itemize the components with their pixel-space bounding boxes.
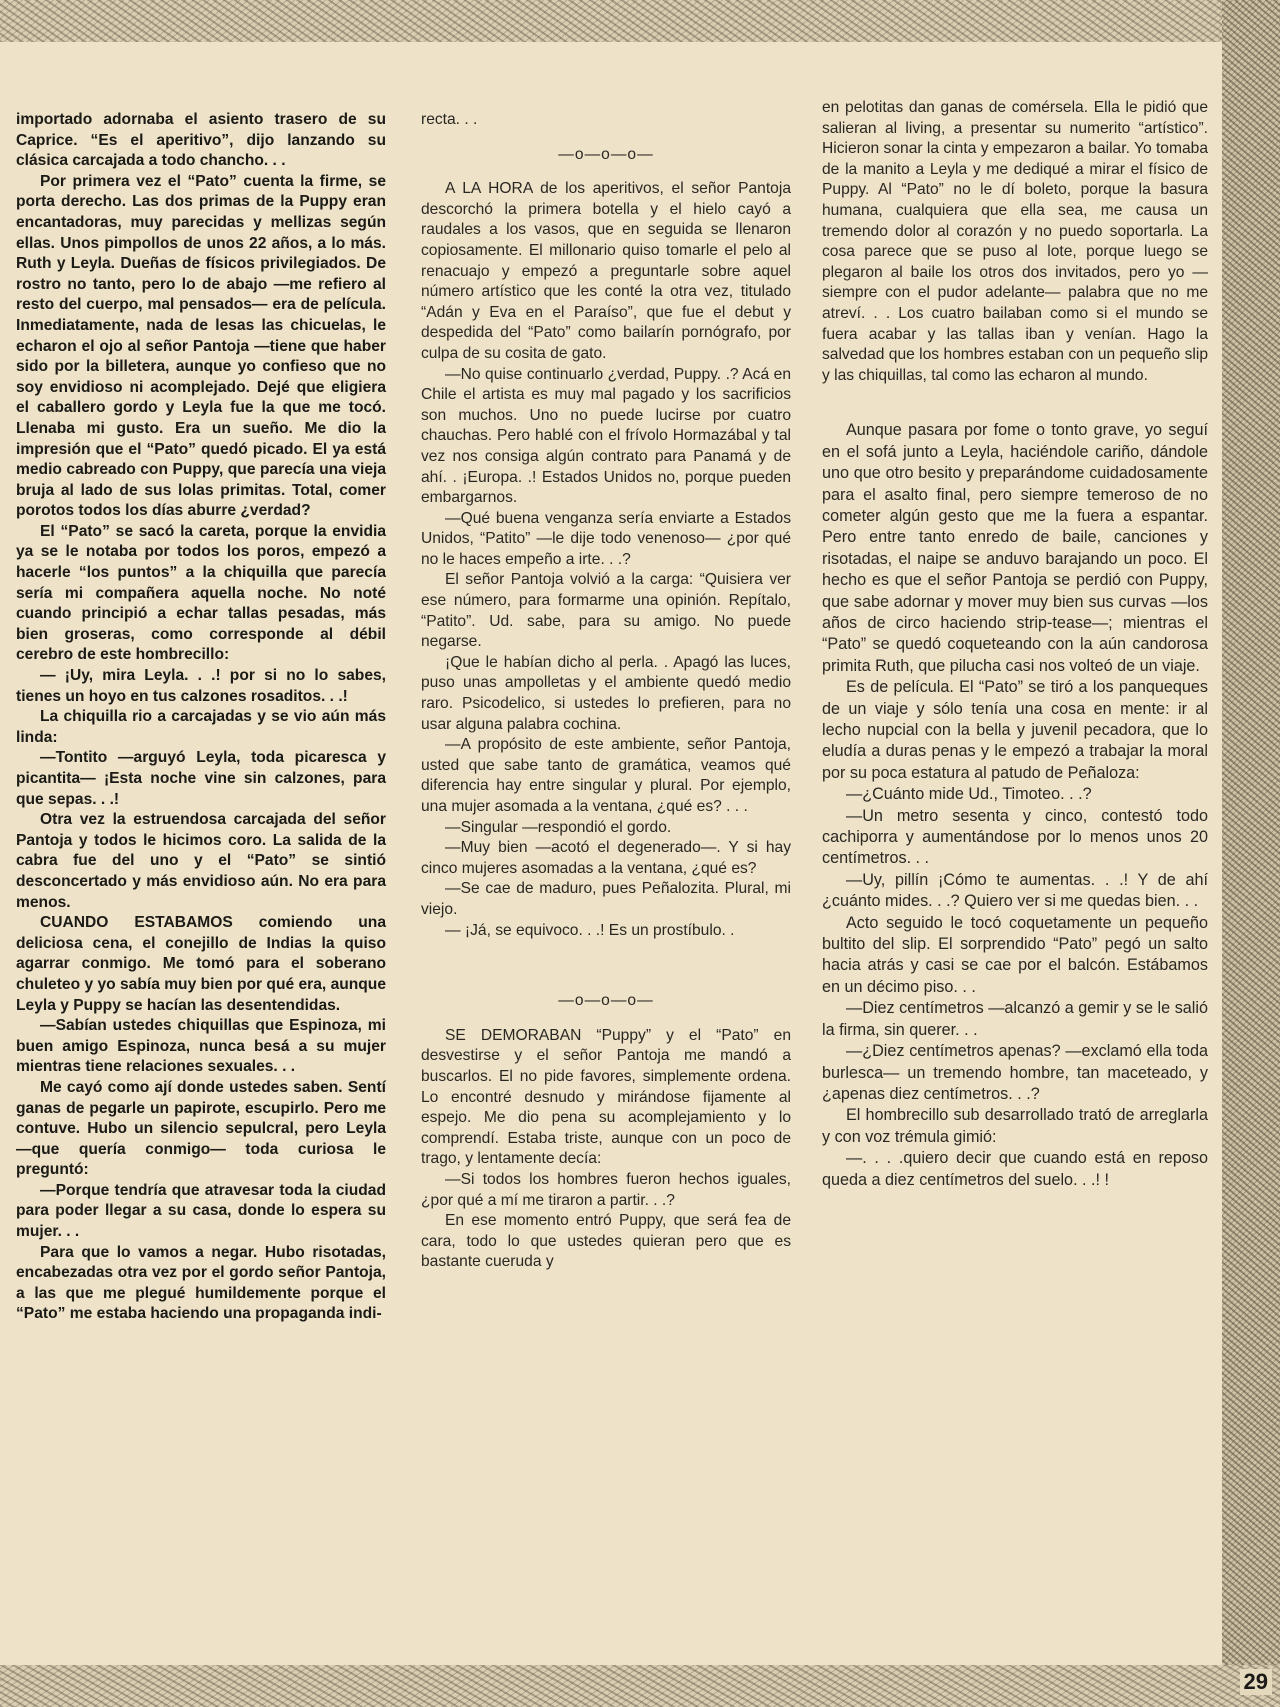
paragraph: —Un metro sesenta y cinco, contestó todo cachiporra y aumentándose por lo menos unos 20 centímetros. . .	[822, 806, 1208, 868]
page-number: 29	[1240, 1669, 1272, 1695]
paragraph: SE DEMORABAN “Puppy” y el “Pato” en desvestirse y el señor Pantoja me mandó a buscarlos. El no pide favores, simplemente ordena. Lo encontré desnudo y mirándose fijamente al espejo. Me dio pena su acomplejamiento y lo comprendí. Estaba triste, aunque con un poco de trago, y lentamente decía:	[421, 1026, 791, 1168]
article-columns	[16, 99, 1208, 1650]
paragraph: —Tontito —arguyó Leyla, toda picaresca y picantita— ¡Esta noche vine sin calzones, para que sepas. . .!	[16, 749, 386, 808]
paragraph: —¿Cuánto mide Ud., Timoteo. . .?	[846, 785, 1092, 804]
spacer	[421, 941, 791, 977]
paragraph: —Singular —respondió el gordo.	[445, 818, 672, 836]
column-1	[16, 110, 386, 1325]
spacer	[822, 398, 1208, 420]
paragraph: importado adornaba el asiento trasero de su Caprice. “Es el aperitivo”, dijo lanzando su clásica carcajada a todo chancho. . .	[16, 111, 386, 170]
paragraph: El señor Pantoja volvió a la carga: “Quisiera ver ese número, para formarme una opinión. Repítalo, “Patito”. Ud. sabe, para su amigo. No puede negarse.	[421, 571, 791, 651]
paragraph: Es de película. El “Pato” se tiró a los panqueques de un viaje y sólo tenía una cosa en mente: ir al lecho nupcial con la bella y juvenil pecadora, que lo eludía a duras penas y le empezó a trabajar la moral por su poca estatura al patudo de Peñaloza:	[822, 678, 1208, 782]
paragraph: Me cayó como ají donde ustedes saben. Sentí ganas de pegarle un papirote, escupirlo. Pero me contuve. Hubo un silencio sepulcral, pero Leyla —que quería conmigo— toda curiosa le preguntó:	[16, 1078, 386, 1179]
paragraph: —Diez centímetros —alcanzó a gemir y se le salió la firma, sin querer. . .	[822, 999, 1208, 1039]
section-separator: —o—o—o—	[558, 992, 654, 1010]
paper-edge-right	[1222, 0, 1280, 1707]
paragraph: El “Pato” se sacó la careta, porque la envidia ya se le notaba por todos los poros, empezó a hacerle “los puntos” a la chiquilla que parecía sería mi compañera aquella noche. No noté cuando principió a echar tallas pesadas, más bien groseras, como corresponde al débil cerebro de este hombrecillo:	[16, 522, 386, 664]
paragraph: —Sabían ustedes chiquillas que Espinoza, mi buen amigo Espinoza, nunca besá a su mujer mientras tiene relaciones sexuales. . .	[16, 1017, 386, 1076]
paragraph: El hombrecillo sub desarrollado trató de arreglarla y con voz trémula gimió:	[822, 1106, 1208, 1146]
paragraph: —Qué buena venganza sería enviarte a Estados Unidos, “Patito” —le dije todo venenoso— ¿por qué no le haces empeño a irte. . .?	[421, 509, 791, 568]
paragraph: —Se cae de maduro, pues Peñalozita. Plural, mi viejo.	[421, 880, 791, 918]
paragraph: —Si todos los hombres fueron hechos iguales, ¿por qué a mí me tiraron a partir. . .?	[421, 1170, 791, 1209]
paper-edge-bottom	[0, 1665, 1280, 1707]
column-2	[421, 110, 791, 1273]
paragraph: en pelotitas dan ganas de comérsela. Ella le pidió que salieran al living, a presentar su numerito “artístico”. Hicieron sonar la cinta y empezaron a bailar. Yo tomaba de la manito a Leyla y me dediqué a mirar el físico de Puppy. Al “Pato” no le dí boleto, porque la basura humana, cualquiera que ella sea, me causa un tremendo dolor al corazón y no puedo soportarla. La cosa parece que se puso al lote, porque luego se plegaron al baile los otros dos invitados, pero yo —siempre con el pudor adelante— palabra que no me atreví. . . Los cuatro bailaban como si el mundo se fuera acabar y las tallas iban y venían. Hago la salvedad que los hombres estaban con un pequeño slip y las chiquillas, tal como las echaron al mundo.	[822, 99, 1208, 384]
paragraph: Otra vez la estruendosa carcajada del señor Pantoja y todos le hicimos coro. La salida de la cabra fue del uno y el “Pato” se sintió desconcertado y más envidioso aún. No era para menos.	[16, 811, 386, 911]
paper-edge-top	[0, 0, 1280, 42]
paragraph: La chiquilla rio a carcajadas y se vio aún más linda:	[16, 708, 386, 746]
paragraph: — ¡Já, se equivoco. . .! Es un prostíbulo. .	[445, 921, 735, 939]
paragraph: En ese momento entró Puppy, que será fea de cara, todo lo que ustedes quieran pero que es bastante cueruda y	[421, 1212, 791, 1271]
paragraph: — ¡Uy, mira Leyla. . .! por si no lo sabes, tienes un hoyo en tus calzones rosaditos. . .!	[16, 667, 386, 705]
paragraph: —Uy, pillín ¡Cómo te aumentas. . .! Y de ahí ¿cuánto mides. . .? Quiero ver si me quedas bien. . .	[822, 870, 1208, 911]
paragraph: —No quise continuarlo ¿verdad, Puppy. .? Acá en Chile el artista es muy mal pagado y los sacrificios son muchos. Uno no puede lucirse por cuatro chauchas. Pero hablé con el frívolo Hormazábal y tal vez nos consiga algún contrato para Panamá y de ahí. . ¡Europa. .! Estados Unidos no, porque pueden embargarnos.	[421, 365, 791, 507]
section-separator: —o—o—o—	[558, 145, 654, 163]
paragraph: A LA HORA de los aperitivos, el señor Pantoja descorchó la primera botella y el hielo cayó a raudales a los vasos, que en seguida se llenaron copiosamente. El millonario quiso tomarle el pelo al renacuajo y empezó a preguntarle sobre aquel número artístico que les conté la otra vez, titulado “Adán y Eva en el Paraíso”, que fue el debut y despedida del “Pato” como bailarín pornógrafo, por culpa de su cosita de gato.	[421, 180, 791, 362]
column-3	[822, 99, 1208, 1191]
paragraph: CUANDO ESTABAMOS comiendo una deliciosa cena, el conejillo de Indias la quiso agarrar conmigo. Me tomó para el soberano chuleteo y yo sabía muy bien por qué era, aunque Leyla y Puppy se hacían las desentendidas.	[16, 914, 387, 1014]
paragraph: —Muy bien —acotó el degenerado—. Y si hay cinco mujeres asomadas a la ventana, ¿qué es?	[421, 839, 791, 877]
paragraph: —¿Diez centímetros apenas? —exclamó ella toda burlesca— un tremendo hombre, tan maceteado, y ¿apenas diez centímetros. . .?	[822, 1042, 1208, 1103]
paragraph: —A propósito de este ambiente, señor Pantoja, usted que sabe tanto de gramática, veamos qué diferencia hay entre singular y plural. Por ejemplo, una mujer asomada a la ventana, ¿qué es? . . .	[421, 736, 791, 815]
paragraph: Aunque pasara por fome o tonto grave, yo seguí en el sofá junto a Leyla, haciéndole cariño, dándole uno que otro besito y preparándome cuidadosamente para el asalto final, pero siempre temeroso de no cometer algún gesto que me la fuera a espantar. Pero entre tanto enredo de baile, canciones y risotadas, el naipe se anduvo barajando un poco. El hecho es que el señor Pantoja se perdió con Puppy, que sabe adornar y mover muy bien sus curvas —los años de circo haciendo strip-tease—; mientras el “Pato” se quedó coqueteando con la aún candorosa primita Ruth, que pilucha casi nos volteó de un viaje.	[822, 421, 1208, 675]
paragraph: Por primera vez el “Pato” cuenta la firme, se porta derecho. Las dos primas de la Puppy eran encantadoras, muy parecidas y mellizas según ellas. Unos pimpollos de unos 22 años, a lo más. Ruth y Leyla. Dueñas de físicos privilegiados. De rostro no tanto, pero lo de abajo —me refiero al resto del cuerpo, mal pensados— era de película. Inmediatamente, nada de lesas las chicuelas, le echaron el ojo al señor Pantoja —tiene que haber sido por la billetera, aunque yo confieso que no soy envidioso ni acomplejado. Dejé que eligiera el caballero gordo y Leyla fue la que me tocó. Llenaba mi gusto. Era un sueño. Me dio la impresión que el “Pato” quedó picado. El ya está medio cabreado con Puppy, que parecía una vieja bruja al lado de sus lolas primitas. Total, comer porotos todos los días aburre ¿verdad?	[16, 172, 386, 520]
paragraph: —. . . .quiero decir que cuando está en reposo queda a diez centímetros del suelo. . .! !	[822, 1149, 1208, 1189]
paragraph: ¡Que le habían dicho al perla. . Apagó las luces, puso unas ampolletas y el ambiente quedó medio raro. Psicodelico, si ustedes lo prefieren, para no usar alguna palabra cochina.	[421, 653, 791, 733]
paragraph: recta. . .	[421, 111, 478, 128]
paragraph: Acto seguido le tocó coquetamente un pequeño bultito del slip. El sorprendido “Pato” pegó un salto hacia atrás y casi se cae por el balcón. Estábamos en un décimo piso. . .	[822, 913, 1208, 996]
paragraph: —Porque tendría que atravesar toda la ciudad para poder llegar a su casa, donde lo espera su mujer. . .	[16, 1181, 386, 1241]
paragraph: Para que lo vamos a negar. Hubo risotadas, encabezadas otra vez por el gordo señor Pantoja, a las que me plegué humildemente porque el “Pato” me estaba haciendo una propaganda indi-	[16, 1243, 386, 1323]
